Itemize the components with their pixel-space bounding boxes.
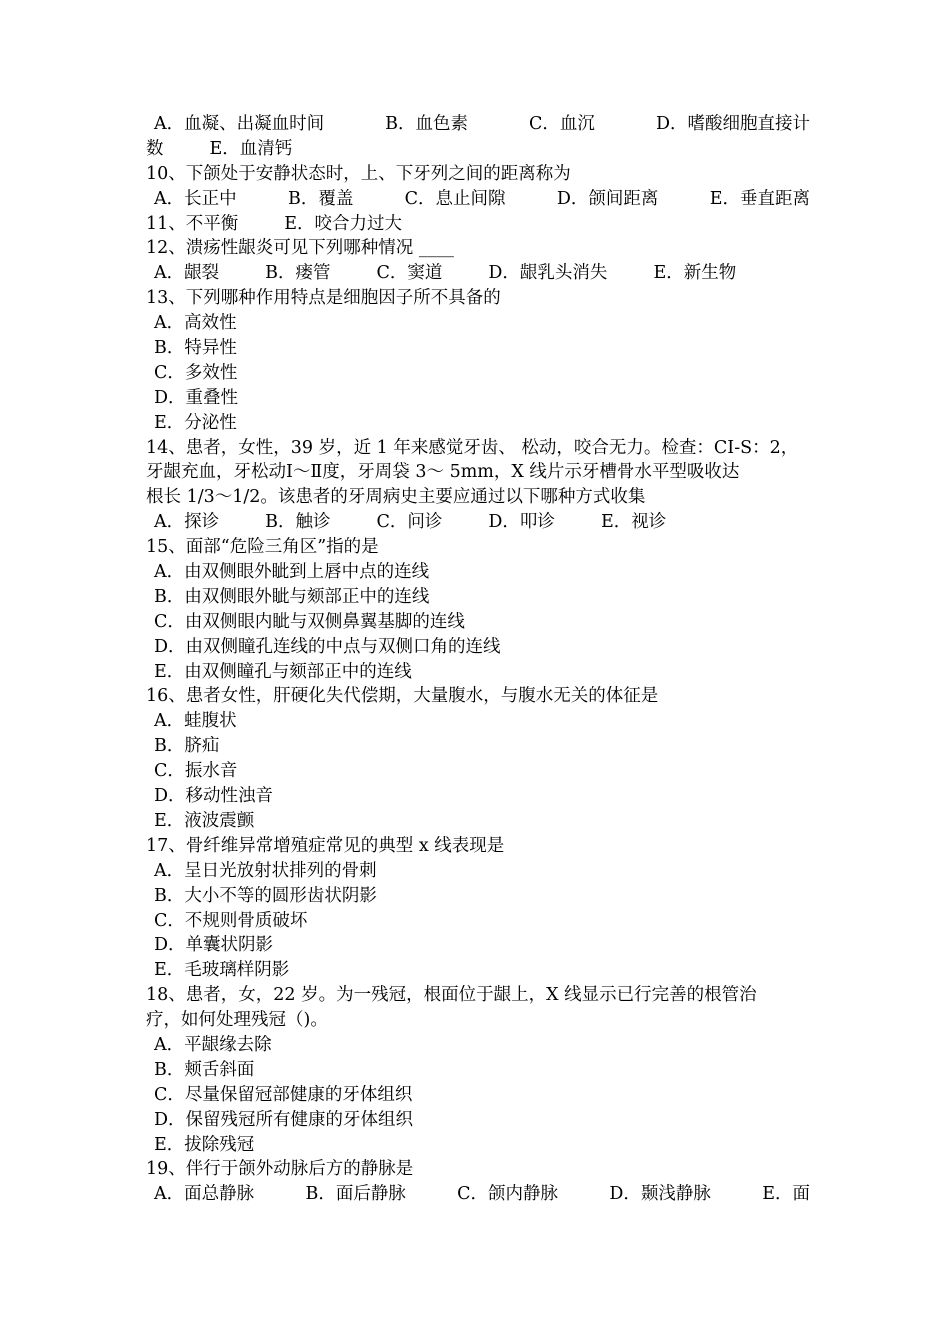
text-line-l42 <box>146 1133 810 1158</box>
text-segment: 15、面部“危险三角区”指的是 <box>146 537 379 558</box>
text-line-l11 <box>146 361 810 386</box>
text-segment: B．血色素 <box>385 114 469 134</box>
text-line-l33 <box>146 909 810 934</box>
text-segment: E．由双侧瞳孔与颏部正中的连线 <box>154 661 412 682</box>
text-segment: 13、下列哪种作用特点是细胞因子所不具备的 <box>146 288 501 309</box>
text-line-l01 <box>146 112 810 137</box>
text-segment: 14、患者，女性，39 岁，近 1 年来感觉牙齿、 松动，咬合无力。检查：CI-S：2， <box>146 437 799 458</box>
text-line-l30 <box>146 834 810 859</box>
text-line-l29 <box>146 809 810 834</box>
text-segment: E．面 <box>762 1184 810 1205</box>
text-segment: D．移动性浊音 <box>154 786 274 807</box>
text-segment: E．血清钙 <box>209 138 293 159</box>
document-page <box>146 112 810 1207</box>
text-segment: 17、骨纤维异常增殖症常见的典型 x 线表现是 <box>146 835 505 856</box>
text-segment: C．多效性 <box>154 362 238 383</box>
text-line-l32 <box>146 884 810 909</box>
text-segment: A．由双侧眼外眦到上唇中点的连线 <box>154 562 430 583</box>
text-line-l34 <box>146 933 810 958</box>
text-segment: E．液波震颤 <box>154 810 255 831</box>
text-segment: A．蛙腹状 <box>154 711 237 732</box>
text-segment: B．覆盖 <box>287 188 354 209</box>
text-segment: B．触诊 <box>265 512 331 533</box>
text-line-l06 <box>146 236 810 261</box>
text-segment: A．呈日光放射状排列的骨刺 <box>154 860 377 881</box>
text-line-l19 <box>146 560 810 585</box>
text-line-l22 <box>146 635 810 660</box>
text-segment: E．咬合力过大 <box>284 213 403 234</box>
text-segment: D．重叠性 <box>154 387 239 408</box>
text-line-l24 <box>146 684 810 709</box>
text-segment: A．高效性 <box>154 313 237 334</box>
text-segment: 10、下颌处于安静状态时，上、下牙列之间的距离称为 <box>146 163 571 184</box>
text-segment: D．由双侧瞳孔连线的中点与双侧口角的连线 <box>154 636 501 657</box>
text-segment: 数 <box>146 138 164 159</box>
text-line-l15 <box>146 460 810 485</box>
text-line-l36 <box>146 983 810 1008</box>
text-segment: D．颌间距离 <box>556 188 659 209</box>
text-line-l28 <box>146 784 810 809</box>
text-segment: B．大小不等的圆形齿状阴影 <box>154 885 377 906</box>
text-segment: D．颞浅静脉 <box>609 1184 711 1205</box>
text-line-l44 <box>146 1182 810 1207</box>
text-line-l03 <box>146 162 810 187</box>
text-line-l26 <box>146 734 810 759</box>
text-line-l17 <box>146 510 810 535</box>
text-line-l27 <box>146 759 810 784</box>
text-line-l02 <box>146 137 810 162</box>
text-line-l37 <box>146 1008 810 1033</box>
text-segment: 牙龈充血，牙松动Ⅰ～Ⅱ度，牙周袋 3～ 5mm，X 线片示牙槽骨水平型吸收达 <box>146 462 740 483</box>
text-line-l31 <box>146 859 810 884</box>
text-line-l35 <box>146 958 810 983</box>
text-line-l10 <box>146 336 810 361</box>
text-line-l08 <box>146 286 810 311</box>
text-line-l07 <box>146 261 810 286</box>
text-line-l09 <box>146 311 810 336</box>
text-line-l40 <box>146 1083 810 1108</box>
text-segment: C．不规则骨质破坏 <box>154 910 308 931</box>
text-line-l23 <box>146 660 810 685</box>
text-segment: 疗，如何处理残冠（)。 <box>146 1010 328 1031</box>
text-segment: C．血沉 <box>529 114 595 134</box>
text-segment: C．问诊 <box>376 512 443 533</box>
text-line-l14 <box>146 436 810 461</box>
text-segment: A．血凝、出凝血时间 <box>154 114 325 134</box>
text-segment: E．视诊 <box>600 512 667 533</box>
text-line-l12 <box>146 386 810 411</box>
text-segment: A．龈裂 <box>154 263 220 284</box>
text-segment: A．平龈缘去除 <box>154 1034 272 1055</box>
text-segment: 根长 1/3～1/2。该患者的牙周病史主要应通过以下哪种方式收集 <box>146 487 646 508</box>
text-line-l21 <box>146 610 810 635</box>
text-line-l13 <box>146 411 810 436</box>
text-segment: 18、患者，女，22 岁。为一残冠，根面位于龈上，X 线显示已行完善的根管治 <box>146 985 757 1006</box>
text-segment: E．垂直距离 <box>709 188 810 209</box>
text-line-l16 <box>146 485 810 510</box>
text-line-l38 <box>146 1033 810 1058</box>
text-segment: D．叩诊 <box>488 512 555 533</box>
text-segment: D．嗜酸细胞直接计 <box>655 114 810 134</box>
text-line-l18 <box>146 535 810 560</box>
text-segment: C．尽量保留冠部健康的牙体组织 <box>154 1084 413 1105</box>
text-segment: E．毛玻璃样阴影 <box>154 960 290 981</box>
text-line-l20 <box>146 585 810 610</box>
text-segment: A．长正中 <box>154 188 237 209</box>
text-segment: 19、伴行于颌外动脉后方的静脉是 <box>146 1159 414 1180</box>
text-segment: 12、溃疡性龈炎可见下列哪种情况 ____ <box>146 238 454 259</box>
text-line-l25 <box>146 709 810 734</box>
text-line-l05 <box>146 212 810 237</box>
text-segment: C．息止间隙 <box>404 188 506 209</box>
text-segment: A．探诊 <box>154 512 220 533</box>
text-segment: E．新生物 <box>653 263 737 284</box>
text-segment: 11、不平衡 <box>146 213 239 234</box>
text-line-l04 <box>146 187 810 212</box>
text-segment: B．特异性 <box>154 338 237 359</box>
text-segment: B．瘘管 <box>265 263 331 284</box>
text-line-l43 <box>146 1157 810 1182</box>
text-segment: E．分泌性 <box>154 412 237 433</box>
text-segment: D．单囊状阴影 <box>154 935 274 956</box>
text-segment: B．由双侧眼外眦与颏部正中的连线 <box>154 586 430 607</box>
text-segment: C．颌内静脉 <box>457 1184 559 1205</box>
text-segment: C．由双侧眼内眦与双侧鼻翼基脚的连线 <box>154 611 465 632</box>
text-segment: E．拔除残冠 <box>154 1134 255 1155</box>
text-line-l41 <box>146 1108 810 1133</box>
text-segment: A．面总静脉 <box>154 1184 255 1205</box>
text-segment: D．保留残冠所有健康的牙体组织 <box>154 1109 414 1130</box>
text-segment: D．龈乳头消失 <box>488 263 608 284</box>
text-segment: B．颊舌斜面 <box>154 1059 255 1080</box>
text-segment: C．振水音 <box>154 761 238 782</box>
text-segment: B．脐疝 <box>154 736 220 757</box>
text-segment: 16、患者女性，肝硬化失代偿期，大量腹水，与腹水无关的体征是 <box>146 686 659 707</box>
text-segment: B．面后静脉 <box>305 1184 406 1205</box>
text-line-l39 <box>146 1058 810 1083</box>
text-segment: C．窦道 <box>376 263 443 284</box>
